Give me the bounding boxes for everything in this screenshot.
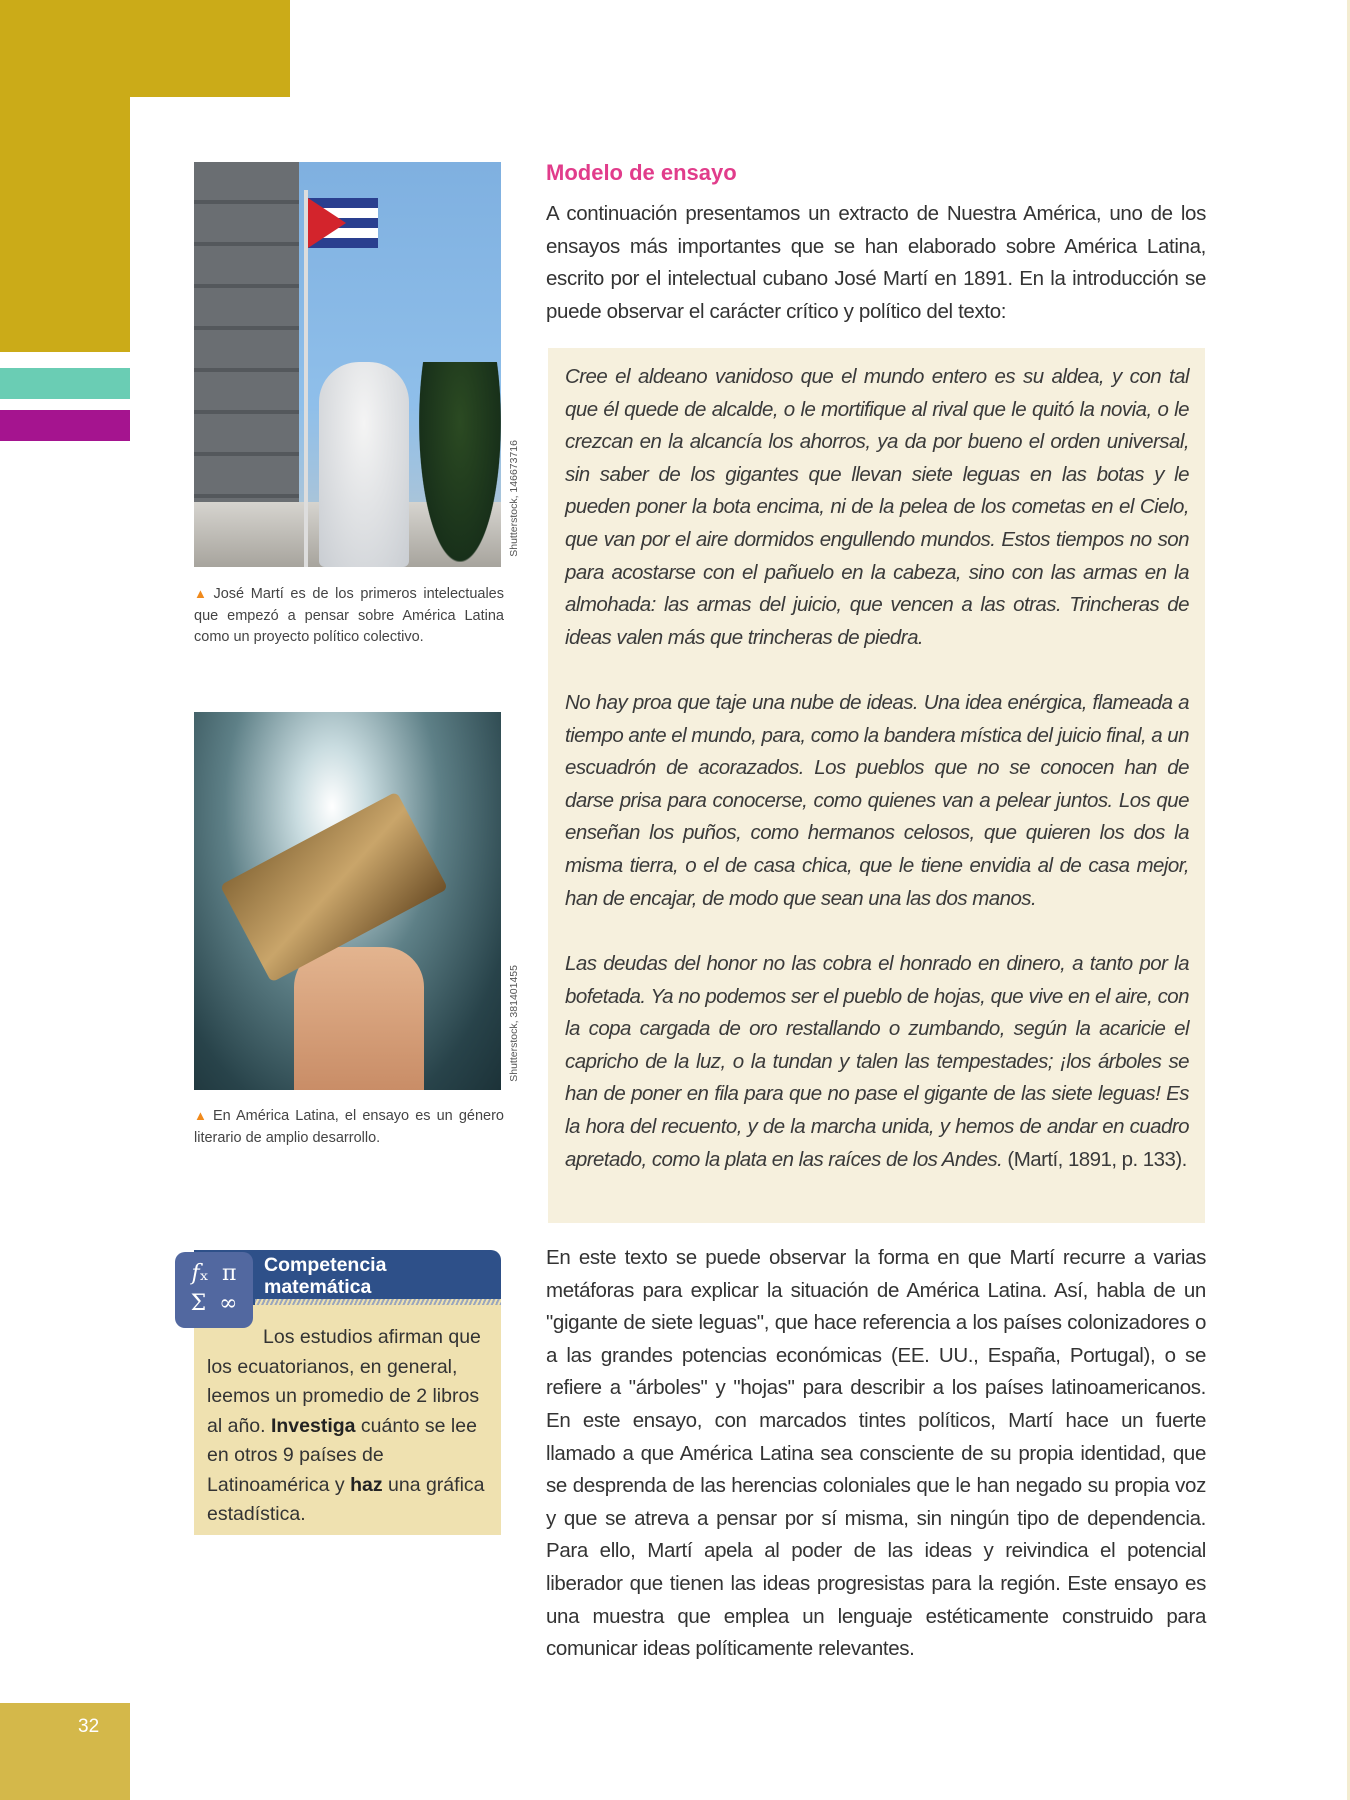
bold-text: Investiga — [270, 1414, 356, 1437]
intro-paragraph: A continuación presentamos un extracto de Nuestra América, uno de los ensayos más importantes que se han elaborado sobre América Latina, escrito por el intelectual cubano José Martí en 1891. En la introducción se puede observar el carácter crítico y político del texto: — [546, 202, 1206, 323]
cuban-flag-triangle — [308, 198, 346, 248]
box-text — [207, 1323, 492, 1530]
decorative-teal-bar — [0, 368, 130, 399]
triangle-bullet-icon: ▲ — [194, 1108, 209, 1123]
caption-text: José Martí es de los primeros intelectuales que empezó a pensar sobre América Latina como un proyecto político colectivo. — [194, 586, 504, 645]
caption-text: En América Latina, el ensayo es un género literario de amplio desarrollo. — [194, 1108, 504, 1146]
section-heading: Modelo de ensayo — [546, 160, 737, 185]
text: una gráfica estadística. — [207, 1473, 485, 1525]
photo-caption — [194, 1105, 504, 1149]
page-number: 32 — [78, 1716, 100, 1737]
quote-paragraph: Cree el aldeano vanidoso que el mundo entero es su aldea, y con tal que él quede de alcalde, o le mortifique al rival que le quitó la novia, o le crezcan en la alcancía los ahorros, ya da por bueno el orden universal, sin saber de los gigantes que llevan siete leguas en las botas y le pueden poner la bota encima, ni de la pelea de los cometas en el Cielo, que van por el aire dormidos engullendo mundos. Estos tiempos no son para acostarse con el pañuelo en la cabeza, sino con las armas en la almohada: las armas del juicio, que vencen a las otras. Trincheras de ideas valen más que trincheras de piedra. — [565, 365, 1189, 649]
photo-jose-marti-monument — [194, 162, 501, 567]
quote-reference: (Martí, 1891, p. 133). — [1002, 1147, 1187, 1171]
decorative-magenta-bar — [0, 410, 130, 441]
title-line: Competencia — [264, 1254, 387, 1276]
bold-text: haz — [350, 1473, 383, 1496]
photo-credit: Shutterstock, 146673716 — [508, 440, 520, 557]
quote-block — [548, 348, 1205, 1223]
math-symbols-icon: 𝑓ₓ π Σ ∞ — [175, 1252, 253, 1328]
decorative-gold-band — [0, 97, 130, 352]
text: Los estudios afirman que los ecuatorianos, en general, leemos un promedio de 2 libros al año. — [207, 1326, 481, 1437]
photo-glowing-book — [194, 712, 501, 1090]
page-number-tab — [0, 1703, 130, 1800]
box-title — [264, 1254, 386, 1298]
hatch-divider — [255, 1299, 501, 1305]
hands — [294, 947, 424, 1090]
quote-paragraph: No hay proa que taje una nube de ideas. Una idea enérgica, flameada a tiempo ante el mundo, para, como la bandera mística del juicio final, a un escuadrón de acorazados. Los pueblos que no se conocen han de darse prisa para conocerse, como quienes van a pelear juntos. Los que enseñan los puños, como hermanos celosos, que quieren los dos la misma tierra, o el de casa chica, que le tiene envidia al de casa mejor, han de encajar, de modo que sean una las dos manos. — [565, 691, 1189, 910]
title-line: matemática — [264, 1276, 372, 1298]
quote-text: Las deudas del honor no las cobra el honrado en dinero, a tanto por la bofetada. Ya no podemos ser el pueblo de hojas, que vive en el aire, con la copa cargada de oro restallando o zumbando, según la acaricie el capricho de la luz, o la tundan y talen las tempestades; ¡los árboles se han de poner en fila para que no pase el gigante de las siete leguas! Es la hora del recuento, y de la marcha unida, y hemos de andar en cuadro apretado, como la plata en las raíces de los Andes. — [565, 952, 1189, 1171]
photo-caption — [194, 583, 504, 649]
text: cuánto se lee en otros 9 países de Latinoamérica y — [207, 1414, 477, 1496]
marti-statue — [319, 362, 409, 567]
photo-credit: Shutterstock, 381401455 — [508, 965, 520, 1082]
quote-paragraph — [565, 948, 1189, 1176]
competencia-matematica-box — [175, 1250, 501, 1535]
decorative-gold-block — [0, 0, 290, 97]
palm-tree — [419, 362, 501, 562]
closing-paragraph: En este texto se puede observar la forma en que Martí recurre a varias metáforas para explicar la situación de América Latina. Así, habla de un "gigante de siete leguas", que hace referencia a los países colonizadores o a las grandes potencias económicas (EE. UU., España, Portugal), o se refiere a "árboles" y "hojas" para describir a los países latinoamericanos. En este ensayo, con marcados tintes políticos, Martí hace un fuerte llamado a que América Latina sea consciente de su propia identidad, que se desprenda de las herencias coloniales que le han negado su propia voz y que se atreva a pensar por sí misma, sin ningún tipo de dependencia. Para ello, Martí apela al poder de las ideas y reivindica el potencial liberador que tienen las ideas progresistas para la región. Este ensayo es una muestra que emplea un lenguaje estéticamente construido para comunicar ideas políticamente relevantes. — [546, 1246, 1206, 1661]
triangle-bullet-icon: ▲ — [194, 586, 210, 601]
